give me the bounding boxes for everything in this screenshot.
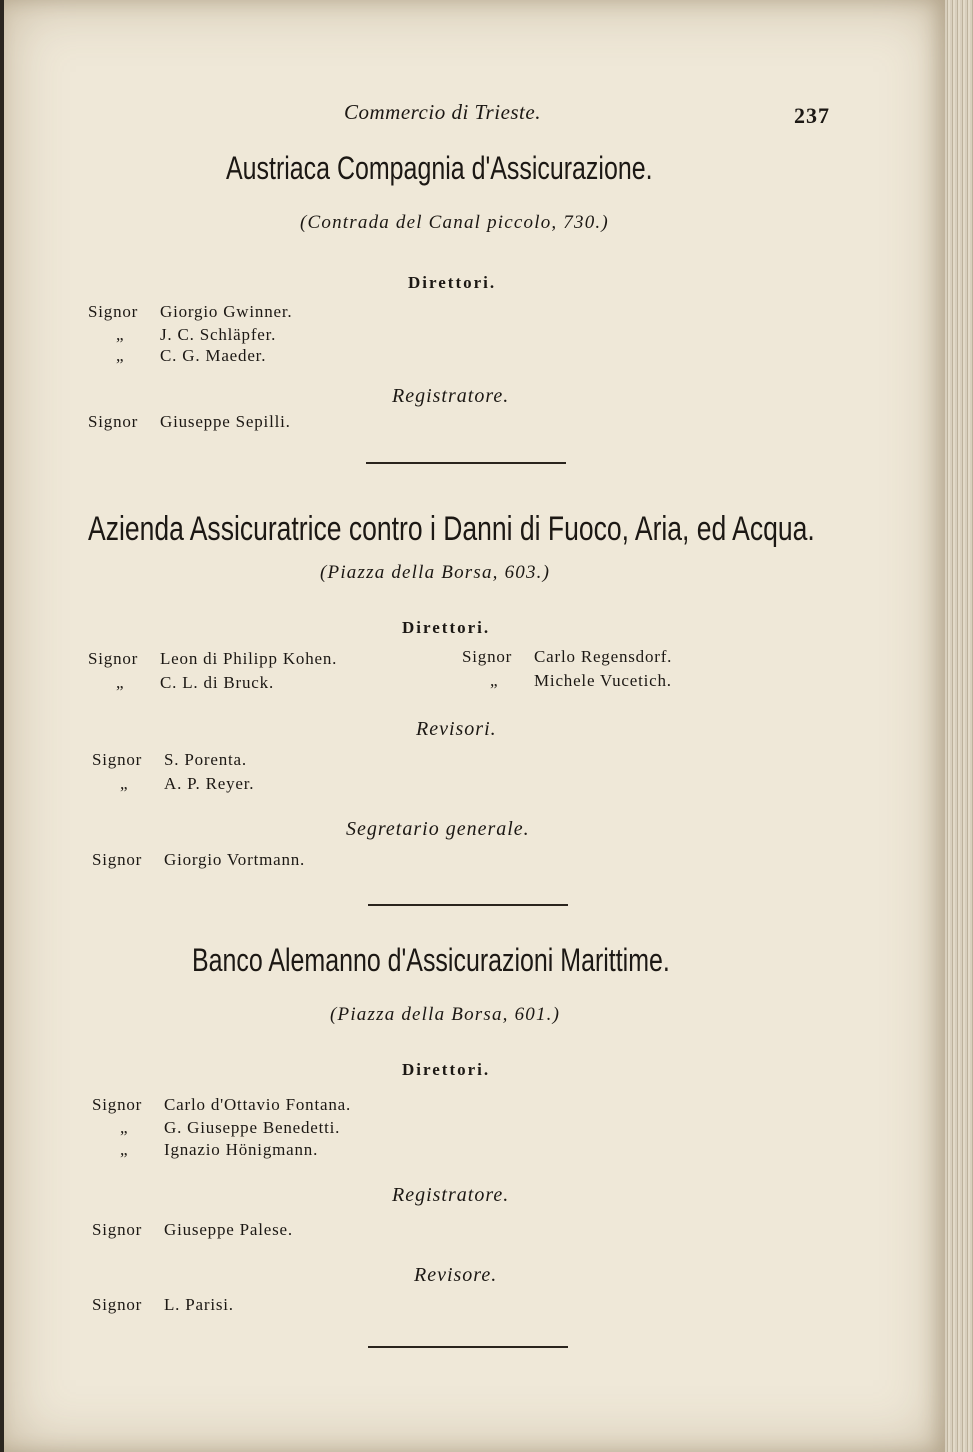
- section-address: (Piazza della Borsa, 601.): [330, 1004, 561, 1025]
- title-prefix: Signor: [88, 302, 139, 321]
- list-item: [92, 774, 254, 794]
- section-divider: [368, 904, 568, 906]
- ditto-mark: „: [490, 671, 499, 690]
- section-address: (Contrada del Canal piccolo, 730.): [300, 212, 609, 233]
- group-heading: Direttori.: [408, 273, 497, 292]
- ditto-mark: „: [116, 325, 125, 344]
- list-item: [92, 1140, 318, 1160]
- title-prefix: Signor: [92, 850, 143, 869]
- list-item: [88, 412, 291, 432]
- group-heading: Registratore.: [392, 1184, 510, 1206]
- ditto-mark: „: [120, 1118, 129, 1137]
- title-prefix: Signor: [92, 1220, 143, 1239]
- list-item: [88, 302, 292, 322]
- list-item: [88, 649, 337, 669]
- person-name: Giorgio Vortmann.: [164, 850, 306, 869]
- section-address: (Piazza della Borsa, 603.): [320, 562, 551, 583]
- title-prefix: Signor: [92, 1095, 143, 1114]
- list-item: [92, 750, 247, 770]
- ditto-mark: „: [120, 1140, 129, 1159]
- person-name: Giuseppe Palese.: [164, 1220, 293, 1239]
- title-prefix: Signor: [88, 412, 139, 431]
- person-name: L. Parisi.: [164, 1295, 234, 1314]
- list-item: [88, 346, 266, 366]
- group-heading: Direttori.: [402, 1060, 491, 1079]
- person-name: Giorgio Gwinner.: [160, 302, 293, 321]
- person-name: Carlo Regensdorf.: [534, 647, 673, 666]
- list-item: [88, 325, 276, 345]
- list-item: [92, 1220, 293, 1240]
- group-heading: Revisori.: [416, 718, 497, 740]
- person-name: A. P. Reyer.: [164, 774, 255, 793]
- title-prefix: Signor: [462, 647, 513, 666]
- person-name: C. G. Maeder.: [160, 346, 267, 365]
- group-heading: Segretario generale.: [346, 818, 530, 840]
- section-title: Azienda Assicuratrice contro i Danni di Fuoco, Aria, ed Acqua.: [88, 510, 815, 548]
- page-stack-edge: [945, 0, 973, 1452]
- person-name: Giuseppe Sepilli.: [160, 412, 291, 431]
- list-item: [92, 1118, 340, 1138]
- title-prefix: Signor: [88, 649, 139, 668]
- title-prefix: Signor: [92, 1295, 143, 1314]
- list-item: [462, 647, 672, 667]
- section-divider: [368, 1346, 568, 1348]
- ditto-mark: „: [116, 346, 125, 365]
- person-name: J. C. Schläpfer.: [160, 325, 277, 344]
- group-heading: Direttori.: [402, 618, 491, 637]
- section-divider: [366, 462, 566, 464]
- person-name: Ignazio Hönigmann.: [164, 1140, 319, 1159]
- person-name: Carlo d'Ottavio Fontana.: [164, 1095, 352, 1114]
- person-name: C. L. di Bruck.: [160, 673, 274, 692]
- person-name: Leon di Philipp Kohen.: [160, 649, 338, 668]
- running-title: Commercio di Trieste.: [344, 100, 541, 124]
- page-number: 237: [794, 103, 830, 128]
- list-item: [92, 1095, 351, 1115]
- list-item: [92, 1295, 234, 1315]
- book-page: [4, 0, 945, 1452]
- list-item: [92, 850, 305, 870]
- group-heading: Registratore.: [392, 385, 510, 407]
- group-heading: Revisore.: [414, 1264, 498, 1286]
- person-name: G. Giuseppe Benedetti.: [164, 1118, 341, 1137]
- ditto-mark: „: [116, 673, 125, 692]
- section-title: Austriaca Compagnia d'Assicurazione.: [226, 150, 653, 186]
- ditto-mark: „: [120, 774, 129, 793]
- list-item: [462, 671, 672, 691]
- title-prefix: Signor: [92, 750, 143, 769]
- section-title: Banco Alemanno d'Assicurazioni Marittime.: [192, 942, 670, 978]
- list-item: [88, 673, 274, 693]
- person-name: Michele Vucetich.: [534, 671, 672, 690]
- person-name: S. Porenta.: [164, 750, 247, 769]
